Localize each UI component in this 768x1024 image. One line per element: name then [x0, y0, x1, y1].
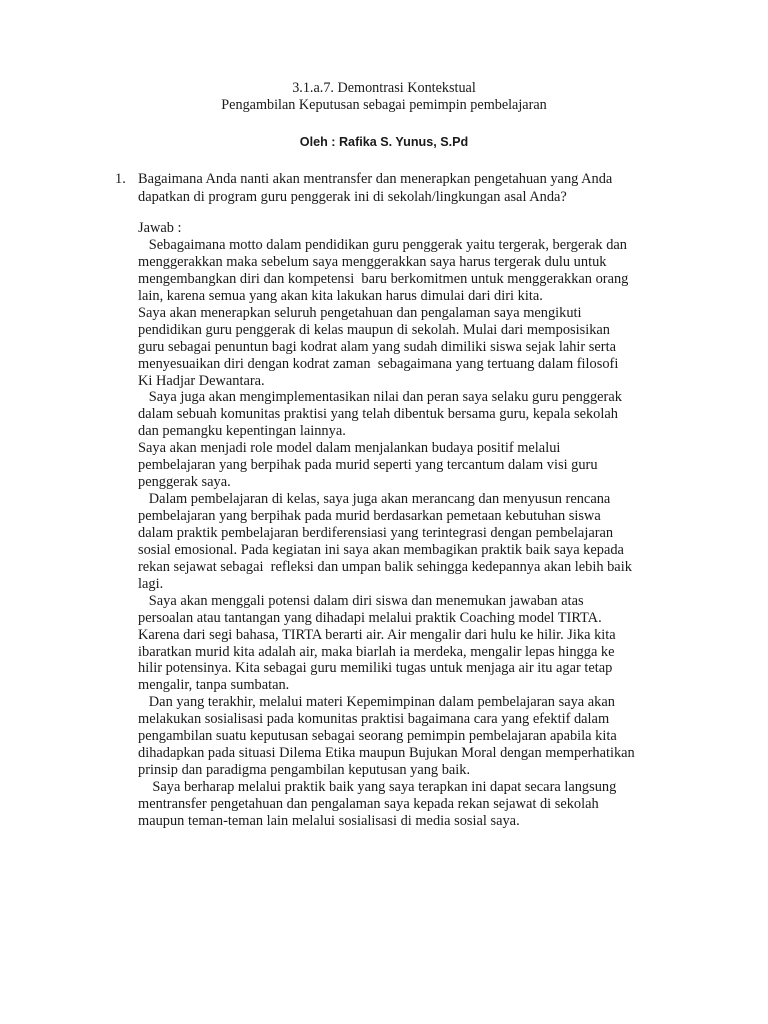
answer-line: guru sebagai penuntun bagi kodrat alam yang sudah dimiliki siswa sejak lahir serta [138, 338, 616, 355]
document-title: 3.1.a.7. Demontrasi Kontekstual [292, 80, 476, 96]
answer-line: Sebagaimana motto dalam pendidikan guru penggerak yaitu tergerak, bergerak dan [138, 237, 627, 253]
question-text [138, 171, 658, 206]
answer-line: dalam praktik pembelajaran berdiferensiasi yang terintegrasi dengan pembelajaran [138, 524, 614, 541]
answer-line: menyesuaikan diri dengan kodrat zaman sebagaimana yang tertuang dalam filosofi [138, 355, 619, 372]
answer-line: mentransfer pengetahuan dan pengalaman saya kepada rekan sejawat di sekolah [138, 795, 599, 812]
answer-line: rekan sejawat sebagai refleksi dan umpan balik sehingga kedepannya akan lebih baik [138, 558, 632, 575]
author-line: Oleh : Rafika S. Yunus, S.Pd [299, 135, 469, 149]
answer-line: maupun teman-teman lain melalui sosialisasi di media sosial saya. [138, 812, 520, 829]
answer-line: Saya akan menjadi role model dalam menjalankan budaya positif melalui [138, 440, 561, 457]
answer-line: pendidikan guru penggerak di kelas maupun di sekolah. Mulai dari memposisikan [138, 321, 610, 338]
answer-line: Dalam pembelajaran di kelas, saya juga akan merancang dan menyusun rencana [138, 491, 611, 508]
answer-line: dihadapkan pada situasi Dilema Etika maupun Bujukan Moral dengan memperhatikan [138, 745, 635, 762]
answer-line: prinsip dan paradigma pengambilan keputusan yang baik. [138, 762, 471, 779]
answer-line: persoalan atau tantangan yang dihadapi melalui praktik Coaching model TIRTA. [138, 609, 602, 626]
answer-line: Saya akan menerapkan seluruh pengetahuan dan pengalaman saya mengikuti [138, 304, 582, 321]
answer-line: pembelajaran yang berpihak pada murid seperti yang tercantum dalam visi guru [138, 457, 598, 474]
answer-line: Saya juga akan mengimplementasikan nilai dan peran saya selaku guru penggerak [138, 389, 622, 406]
answer-line: mengalir, tanpa sumbatan. [138, 677, 290, 694]
answer-line: melakukan sosialisasi pada komunitas praktisi bagaimana cara yang efektif dalam [138, 711, 610, 728]
answer-line: sosial emosional. Pada kegiatan ini saya akan membagikan praktik baik saya kepada [138, 541, 624, 558]
answer-line: Saya akan menggali potensi dalam diri siswa dan menemukan jawaban atas [138, 592, 584, 609]
answer-line: dan pemangku kepentingan lainnya. [138, 423, 346, 440]
answer-line: mengembangkan diri dan kompetensi baru berkomitmen untuk menggerakkan orang [138, 270, 629, 287]
question-line: dapatkan di program guru penggerak ini di sekolah/lingkungan asal Anda? [138, 188, 567, 205]
answer-line: hilir potensinya. Kita sebagai guru memiliki tugas untuk menjaga air itu agar tetap [138, 660, 613, 677]
answer-line: lain, karena semua yang akan kita lakukan harus dimulai dari diri kita. [138, 287, 543, 304]
answer-line: menggerakkan maka sebelum saya menggerakkan saya harus tergerak dulu untuk [138, 253, 607, 270]
answer-line: pembelajaran yang berpihak pada murid berdasarkan pemetaan kebutuhan siswa [138, 508, 601, 524]
answer-text [138, 237, 658, 830]
answer-line: pengambilan suatu keputusan sebagai seorang pemimpin pembelajaran apabila kita [138, 728, 617, 745]
answer-line: lagi. [138, 575, 164, 592]
answer-label: Jawab : [138, 220, 182, 236]
answer-line: ibaratkan murid kita adalah air, maka biarlah ia merdeka, mengalir lepas hingga ke [138, 643, 615, 660]
answer-line: Dan yang terakhir, melalui materi Kepemimpinan dalam pembelajaran saya akan [138, 694, 615, 711]
answer-line: Saya berharap melalui praktik baik yang saya terapkan ini dapat secara langsung [138, 779, 617, 795]
answer-line: dalam sebuah komunitas praktisi yang telah dibentuk bersama guru, kepala sekolah [138, 406, 618, 423]
document-subtitle: Pengambilan Keputusan sebagai pemimpin pembelajaran [221, 97, 547, 113]
answer-line: Karena dari segi bahasa, TIRTA berarti air. Air mengalir dari hulu ke hilir. Jika kita [138, 626, 616, 643]
question-number: 1. [115, 171, 126, 187]
answer-line: penggerak saya. [138, 474, 231, 491]
answer-line: Ki Hadjar Dewantara. [138, 372, 265, 389]
question-line: Bagaimana Anda nanti akan mentransfer dan menerapkan pengetahuan yang Anda [138, 171, 613, 187]
